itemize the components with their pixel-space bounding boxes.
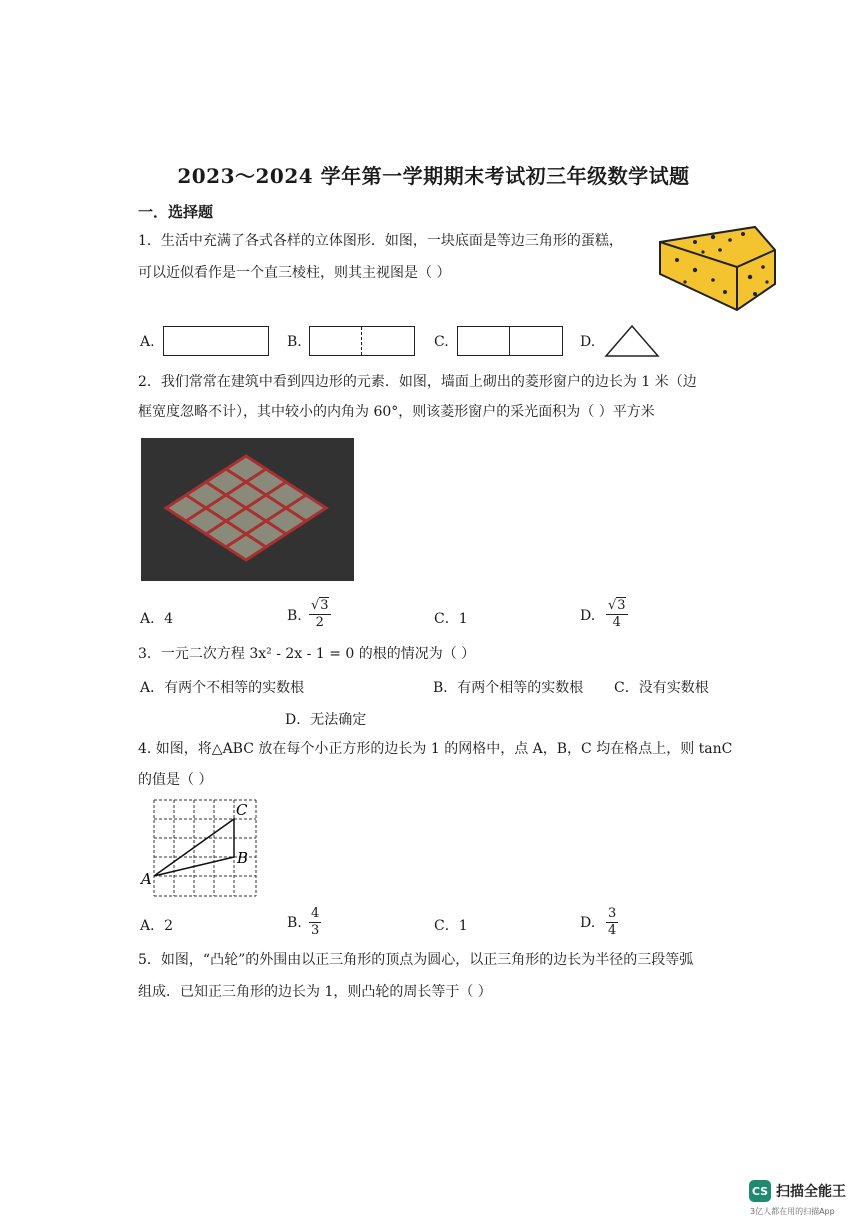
q2-option-b-radicand: 3 <box>320 598 329 613</box>
q1-option-d-triangle <box>604 324 660 358</box>
q4-option-c: C．1 <box>434 918 468 934</box>
q4-point-b-label: B <box>237 849 249 867</box>
q4-option-b-numerator: 4 <box>311 906 320 921</box>
cheese-cake-image <box>655 222 780 314</box>
q3-option-b: B．有两个相等的实数根 <box>433 680 584 696</box>
page-title: 2023～2024 学年第一学期期末考试初三年级数学试题 <box>177 164 690 188</box>
q2-line2: 框宽度忽略不计），其中较小的内角为 60°，则该菱形窗户的采光面积为（ ）平方米 <box>138 404 655 420</box>
q1-option-a-label: A. <box>140 334 155 350</box>
q1-line1: 1．生活中充满了各式各样的立体图形．如图，一块底面是等边三角形的蛋糕， <box>138 233 623 249</box>
q1-option-c-label: C. <box>434 334 449 350</box>
q3-option-c: C．没有实数根 <box>614 680 709 696</box>
q2-option-b-denominator: 2 <box>315 615 324 630</box>
q1-option-a-rectangle <box>163 326 269 356</box>
q4-point-a-label: A <box>141 870 152 888</box>
q4-option-d-fraction <box>606 906 618 939</box>
section-heading: 一．选择题 <box>138 203 214 221</box>
diamond-window-photo <box>141 438 354 581</box>
watermark-subtitle: 3亿人都在用的扫描App <box>750 1207 835 1216</box>
q4-point-c-label: C <box>236 801 248 819</box>
q2-option-d-denominator: 4 <box>612 615 621 630</box>
q3-option-d: D．无法确定 <box>285 712 367 728</box>
q3-option-a: A．有两个不相等的实数根 <box>140 680 305 696</box>
q5-line1: 5．如图，“凸轮”的外围由以正三角形的顶点为圆心，以正三角形的边长为半径的三段等弧 <box>138 952 694 968</box>
q2-line1: 2．我们常常在建筑中看到四边形的元素．如图，墙面上砌出的菱形窗户的边长为 1 米（边 <box>138 374 697 390</box>
q5-line2: 组成．已知正三角形的边长为 1，则凸轮的周长等于（ ） <box>138 984 492 1000</box>
q2-option-c: C．1 <box>434 611 468 627</box>
q4-option-b-denominator: 3 <box>311 923 320 938</box>
q4-line2: 的值是（ ） <box>138 772 213 788</box>
q4-option-b-label: B. <box>287 915 302 931</box>
q2-option-d-label: D. <box>580 608 596 624</box>
q4-option-d-numerator: 3 <box>608 906 617 921</box>
q4-option-b-fraction <box>309 906 321 939</box>
q2-option-a: A．4 <box>140 611 174 627</box>
q1-option-b-rectangle-dashed <box>309 326 415 356</box>
camscanner-logo-icon: CS <box>749 1180 771 1202</box>
q4-grid-triangle-figure <box>138 796 262 900</box>
q1-option-d-label: D. <box>580 334 596 350</box>
q3-line1: 3．一元二次方程 3x² - 2x - 1 = 0 的根的情况为（ ） <box>138 646 476 662</box>
q2-option-b-label: B. <box>287 608 302 624</box>
q2-option-d-fraction: $\frac{√3}{4}$ <box>608 598 626 630</box>
q1-line2: 可以近似看作是一个直三棱柱，则其主视图是（ ） <box>138 265 451 281</box>
q4-option-a: A．2 <box>140 918 174 934</box>
q1-option-c-rectangle-split <box>457 326 563 356</box>
q2-option-d-radicand: 3 <box>617 598 626 613</box>
watermark-brand: 扫描全能王 <box>776 1184 846 1200</box>
q4-line1: 4. 如图，将△ABC 放在每个小正方形的边长为 1 的网格中，点 A，B，C 均在格点上，则 tanC <box>138 741 733 757</box>
q4-option-d-denominator: 4 <box>608 923 617 938</box>
q4-option-d-label: D. <box>580 915 596 931</box>
q2-option-b-fraction: $\frac{√3}{2}$ <box>311 598 329 630</box>
q1-option-b-label: B. <box>287 334 302 350</box>
